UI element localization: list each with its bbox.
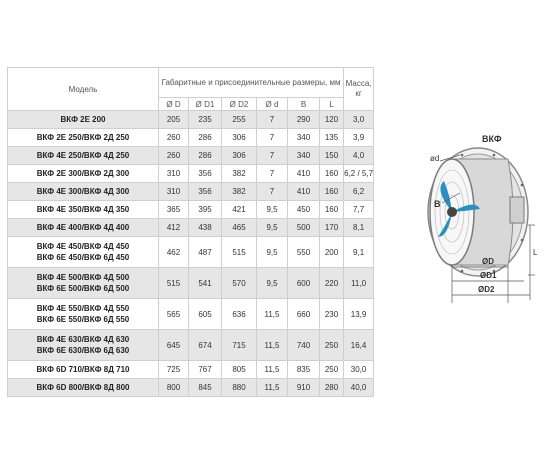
dimension-cell-B: 410 [288,165,320,183]
dimension-cell-B: 340 [288,147,320,165]
model-name: ВКФ 4Е 250/ВКФ 4Д 250 [36,151,130,160]
model-cell [8,165,159,183]
model-name: ВКФ 4Е 500/ВКФ 4Д 500 [36,273,130,282]
dimension-cell-D2: 636 [222,299,257,330]
dimension-cell-D1: 605 [189,299,222,330]
model-name: ВКФ 6D 710/ВКФ 8Д 710 [36,365,130,374]
mass-cell: 6,2 / 5,7 [344,165,374,183]
table-row [8,299,374,330]
model-name: ВКФ 2Е 250/ВКФ 2Д 250 [36,133,130,142]
dimension-cell-D1: 395 [189,201,222,219]
dimension-cell-D: 260 [159,147,189,165]
model-name: ВКФ 4Е 350/ВКФ 4Д 350 [36,205,130,214]
dimension-cell-D1: 845 [189,379,222,397]
dimension-cell-D1: 674 [189,330,222,361]
dim-header-D: Ø D [159,98,189,111]
dimension-cell-d: 7 [257,129,288,147]
model-name: ВКФ 6D 800/ВКФ 8Д 800 [36,383,130,392]
dimension-cell-d: 7 [257,165,288,183]
label-d: ød [430,154,440,163]
dimension-cell-B: 740 [288,330,320,361]
drawing-title: ВКФ [482,134,502,144]
dimension-cell-L: 230 [320,299,344,330]
dimension-cell-D2: 465 [222,219,257,237]
model-cell [8,361,159,379]
dimension-cell-d: 7 [257,183,288,201]
dimension-cell-d: 7 [257,111,288,129]
dimension-cell-d: 9,5 [257,201,288,219]
mass-cell: 7,7 [344,201,374,219]
fan-dimension-drawing [390,125,540,310]
dimension-cell-D2: 306 [222,147,257,165]
table-row [8,379,374,397]
dimension-cell-D1: 487 [189,237,222,268]
dimension-cell-L: 220 [320,268,344,299]
mass-cell: 4,0 [344,147,374,165]
dimension-cell-B: 600 [288,268,320,299]
model-cell [8,183,159,201]
dimension-cell-D2: 715 [222,330,257,361]
dimension-cell-L: 200 [320,237,344,268]
dimension-cell-D: 725 [159,361,189,379]
mass-cell: 6,2 [344,183,374,201]
dimension-cell-B: 340 [288,129,320,147]
dimension-cell-L: 170 [320,219,344,237]
model-cell [8,111,159,129]
dimension-cell-L: 120 [320,111,344,129]
model-name: ВКФ 6Е 630/ВКФ 6Д 630 [36,346,130,355]
model-name: ВКФ 2Е 300/ВКФ 2Д 300 [36,169,130,178]
dimension-cell-D: 412 [159,219,189,237]
mass-cell: 3,0 [344,111,374,129]
label-B: B [434,199,441,209]
dimension-cell-D2: 255 [222,111,257,129]
table-row [8,330,374,361]
model-header: Модель [8,68,159,111]
dimension-cell-D: 800 [159,379,189,397]
table-row [8,201,374,219]
model-cell [8,237,159,268]
dimension-cell-d: 11,5 [257,361,288,379]
table-row [8,147,374,165]
model-name: ВКФ 6Е 500/ВКФ 6Д 500 [36,284,130,293]
dimension-cell-B: 450 [288,201,320,219]
dimension-cell-d: 11,5 [257,379,288,397]
model-name: ВКФ 4Е 450/ВКФ 4Д 450 [36,242,130,251]
table-row [8,237,374,268]
dimension-cell-L: 160 [320,165,344,183]
dimension-cell-B: 910 [288,379,320,397]
dimension-cell-L: 250 [320,361,344,379]
model-name: ВКФ 4Е 300/ВКФ 4Д 300 [36,187,130,196]
table-row [8,183,374,201]
mass-header: Масса, кг [344,68,374,111]
dimension-cell-D2: 515 [222,237,257,268]
model-name: ВКФ 6Е 450/ВКФ 6Д 450 [36,253,130,262]
dimension-cell-D1: 541 [189,268,222,299]
table-row [8,111,374,129]
dimension-cell-d: 9,5 [257,237,288,268]
label-D: ØD [482,257,494,266]
dimension-cell-L: 150 [320,147,344,165]
dimension-cell-D1: 767 [189,361,222,379]
dimension-cell-D2: 382 [222,183,257,201]
dimension-cell-D: 462 [159,237,189,268]
dimension-cell-B: 410 [288,183,320,201]
table-row [8,219,374,237]
dimension-cell-D: 260 [159,129,189,147]
model-cell [8,299,159,330]
dimension-cell-D: 310 [159,165,189,183]
mass-cell: 9,1 [344,237,374,268]
mass-cell: 30,0 [344,361,374,379]
dimension-cell-D1: 356 [189,183,222,201]
dimension-cell-D: 565 [159,299,189,330]
dimension-cell-L: 250 [320,330,344,361]
dimension-cell-D2: 382 [222,165,257,183]
dimension-cell-D: 515 [159,268,189,299]
dimension-cell-D1: 438 [189,219,222,237]
dimensions-header: Габаритные и присоединительные размеры, мм [159,68,344,98]
model-cell [8,219,159,237]
table-row [8,268,374,299]
mass-cell: 8,1 [344,219,374,237]
terminal-box [510,197,524,223]
dimension-cell-B: 550 [288,237,320,268]
model-cell [8,201,159,219]
dimension-cell-D: 365 [159,201,189,219]
dimension-cell-D2: 805 [222,361,257,379]
dimension-cell-d: 7 [257,147,288,165]
dimension-cell-D: 205 [159,111,189,129]
model-cell [8,379,159,397]
dimension-cell-B: 290 [288,111,320,129]
motor-hub [447,207,457,217]
dimension-cell-L: 135 [320,129,344,147]
mass-cell: 11,0 [344,268,374,299]
dim-header-L: L [320,98,344,111]
dimension-cell-D1: 235 [189,111,222,129]
dimension-cell-D1: 286 [189,147,222,165]
dimension-cell-d: 11,5 [257,330,288,361]
dimension-cell-B: 835 [288,361,320,379]
mass-cell: 16,4 [344,330,374,361]
dimension-cell-D2: 421 [222,201,257,219]
dimension-cell-D2: 306 [222,129,257,147]
dimension-cell-L: 280 [320,379,344,397]
dim-header-d: Ø d [257,98,288,111]
model-cell [8,330,159,361]
dimension-cell-d: 9,5 [257,219,288,237]
dimension-cell-B: 500 [288,219,320,237]
model-name: ВКФ 2Е 200 [60,115,106,124]
dimension-cell-L: 160 [320,201,344,219]
mass-cell: 40,0 [344,379,374,397]
model-name: ВКФ 4Е 630/ВКФ 4Д 630 [36,335,130,344]
dim-header-D2: Ø D2 [222,98,257,111]
table-row [8,165,374,183]
model-name: ВКФ 6Е 550/ВКФ 6Д 550 [36,315,130,324]
spec-table-body [8,111,374,397]
dimension-cell-D1: 356 [189,165,222,183]
model-name: ВКФ 4Е 400/ВКФ 4Д 400 [36,223,130,232]
dimension-cell-d: 9,5 [257,268,288,299]
dim-header-B: B [288,98,320,111]
dimension-cell-D2: 570 [222,268,257,299]
table-row [8,361,374,379]
model-name: ВКФ 4Е 550/ВКФ 4Д 550 [36,304,130,313]
dim-header-D1: Ø D1 [189,98,222,111]
mass-cell: 13,9 [344,299,374,330]
dimension-cell-D: 645 [159,330,189,361]
label-L: L [533,248,538,257]
model-cell [8,268,159,299]
dimension-cell-d: 11,5 [257,299,288,330]
dimension-cell-D2: 880 [222,379,257,397]
label-D2: ØD2 [478,285,495,294]
mass-cell: 3,9 [344,129,374,147]
dimension-cell-L: 160 [320,183,344,201]
model-cell [8,147,159,165]
dimension-cell-D: 310 [159,183,189,201]
dimension-cell-B: 660 [288,299,320,330]
table-row [8,129,374,147]
spec-table [7,67,374,397]
model-cell [8,129,159,147]
dimension-cell-D1: 286 [189,129,222,147]
label-D1: ØD1 [480,271,497,280]
